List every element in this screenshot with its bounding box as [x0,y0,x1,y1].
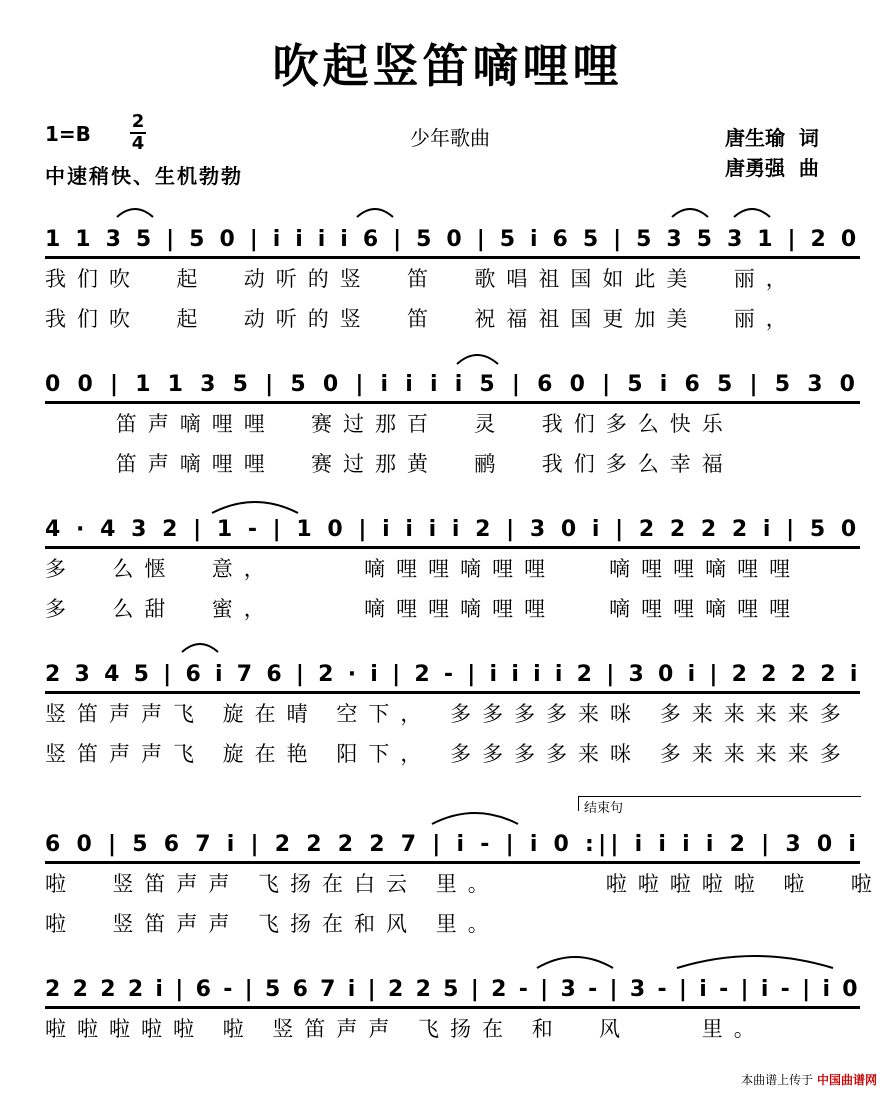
numbered-notes: 6 0 | 5 6 7 i | 2 2 2 2 7 | i - | i 0 :|| i i i i 2 | 3 0 i [45,832,861,857]
slur-arc [115,205,155,219]
numbered-notes: 2 2 2 2 i | 6 - | 5 6 7 i | 2 2 5 | 2 - | 3 - | 3 - | i - | i - | i 0 [45,977,860,1002]
time-sig-top: 2 [131,111,145,132]
lyric-verse-1: 竖笛声声飞 旋在晴 空下， 多多多多来咪 多来来来来多 [45,702,852,726]
slur-arc [670,205,710,219]
lyric-verse-2: 多 么甜 蜜， 嘀哩哩嘀哩哩 嘀哩哩嘀哩哩 [45,597,802,621]
lyric-verse-1: 笛声嘀哩哩 赛过那百 灵 我们多么快乐 [45,412,734,436]
numbered-notes: 0 0 | 1 1 3 5 | 5 0 | i i i i 5 | 6 0 | 5 i 6 5 | 5 3 0 [45,372,860,397]
tie-arc [210,497,300,515]
slur-arc [355,205,395,219]
lyric-verse-1: 多 么惬 意， 嘀哩哩嘀哩哩 嘀哩哩嘀哩哩 [45,557,802,581]
notation-line [45,645,860,694]
notation-line [45,500,860,549]
genre-label: 少年歌曲 [410,126,490,150]
key-label: 1=B [45,122,91,146]
footer-site[interactable]: 中国曲谱网 [816,1073,877,1087]
key-signature [45,122,91,146]
notation-line [45,355,860,404]
tie-arc [430,808,520,826]
lyric-verse-1: 我们吹 起 动听的竖 笛 歌唱祖国如此美 丽， [45,267,798,291]
time-signature [130,112,146,154]
slur-arc [732,205,772,219]
footer-text: 本曲谱上传于 [741,1073,814,1087]
lyric-verse-1: 啦啦啦啦啦 啦 竖笛声声 飞扬在 和 风 里。 [45,1017,766,1041]
numbered-notes: 4 · 4 3 2 | 1 - | 1 0 | i i i i 2 | 3 0 i | 2 2 2 2 i | 5 0 [45,517,861,542]
score-system-1 [45,210,860,339]
lyric-verse-2: 笛声嘀哩哩 赛过那黄 鹂 我们多么幸福 [45,452,734,476]
time-sig-bottom: 4 [131,133,145,154]
score-system-6 [45,960,860,1049]
score-system-5 [45,815,883,944]
footer-credit [741,1071,877,1088]
composer-credit: 唐勇强 曲 [725,156,819,180]
lyric-verse-2: 竖笛声声飞 旋在艳 阳下， 多多多多来咪 多来来来来多 [45,742,852,766]
score-system-2 [45,355,860,484]
lyricist-credit: 唐生瑜 词 [725,126,819,150]
lyric-verse-1: 啦 竖笛声声 飞扬在白云 里。 啦啦啦啦啦 啦 啦 [45,872,883,896]
song-title: 吹起竖笛嘀哩哩 [272,39,623,93]
tie-arc [675,952,835,970]
score-system-4 [45,645,860,774]
lyric-verse-2: 我们吹 起 动听的竖 笛 祝福祖国更加美 丽， [45,307,798,331]
tempo-marking: 中速稍快、生机勃勃 [45,164,243,188]
ending-label: 结束句 [584,801,624,816]
numbered-notes: 2 3 4 5 | 6 i 7 6 | 2 · i | 2 - | i i i i 2 | 3 0 i | 2 2 2 2 i [45,662,861,687]
numbered-notes: 1 1 3 5 | 5 0 | i i i i 6 | 5 0 | 5 i 6 5 | 5 3 5 3 1 | 2 0 [45,227,860,252]
slur-arc [455,350,500,366]
score-system-3 [45,500,860,629]
slur-arc [180,640,220,654]
lyric-verse-2: 啦 竖笛声声 飞扬在和风 里。 [45,912,500,936]
tie-arc [535,952,615,970]
